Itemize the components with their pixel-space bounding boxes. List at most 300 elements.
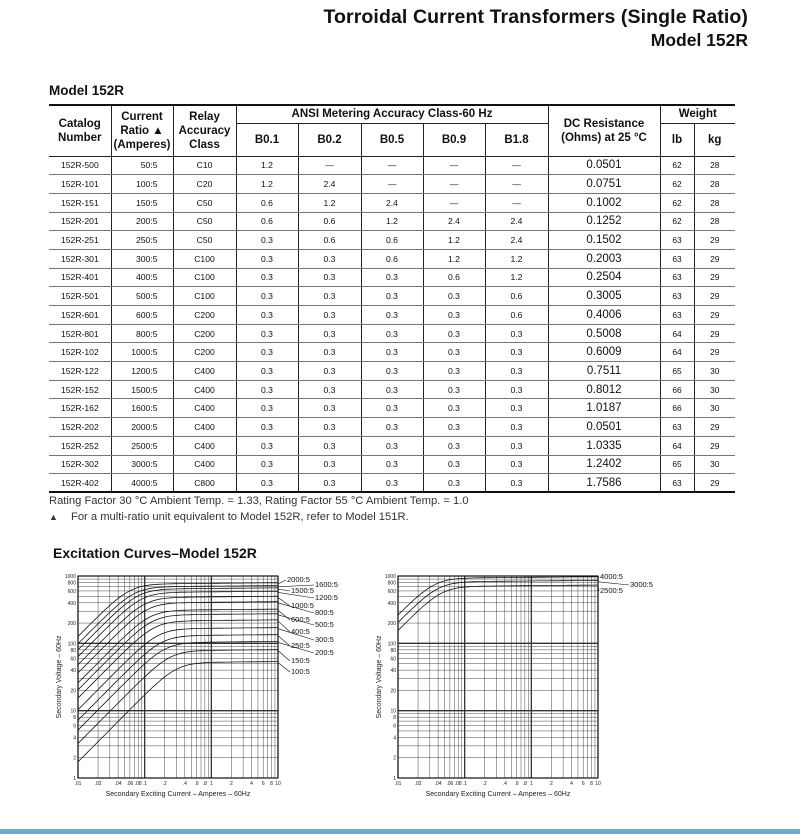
- table-row: [49, 156, 735, 175]
- cell-lb: 64: [660, 324, 694, 343]
- cell-b09: 0.3: [423, 399, 485, 418]
- y-tick-label: 8: [73, 715, 76, 722]
- cell-b18: 1.2: [485, 268, 548, 287]
- cell-dc: 0.0751: [548, 175, 660, 194]
- x-tick-label: .06: [446, 781, 454, 787]
- cell-kg: 28: [694, 156, 735, 175]
- cell-dc: 0.0501: [548, 418, 660, 437]
- cell-relay: C50: [173, 212, 236, 231]
- cell-dc: 0.0501: [548, 156, 660, 175]
- x-tick-label: .8: [202, 781, 207, 787]
- curve-label: 500:5: [315, 620, 334, 629]
- x-tick-label: 4: [570, 781, 573, 787]
- curve-label: 2000:5: [287, 575, 310, 584]
- cell-dc: 1.0335: [548, 436, 660, 455]
- cell-ratio: 200:5: [111, 212, 173, 231]
- cell-ratio: 2000:5: [111, 418, 173, 437]
- cell-kg: 30: [694, 455, 735, 474]
- y-tick-label: 600: [387, 588, 396, 595]
- cell-b05: 0.3: [361, 268, 423, 287]
- cell-b01: 0.3: [236, 306, 298, 325]
- cell-b05: —: [361, 175, 423, 194]
- x-tick-label: 10: [275, 781, 281, 787]
- cell-b09: 1.2: [423, 231, 485, 250]
- header-ratio: [111, 105, 173, 156]
- curve-label: 800:5: [315, 608, 334, 617]
- cell-lb: 62: [660, 175, 694, 194]
- y-tick-label: 2: [73, 755, 76, 762]
- curve-1200-5: [78, 591, 278, 656]
- cell-b09: —: [423, 175, 485, 194]
- curve-200-5: [78, 642, 278, 731]
- header-catalog-line1: Catalog: [58, 117, 101, 130]
- header-ratio-line1: Current: [121, 110, 163, 123]
- x-tick-label: .6: [514, 781, 519, 787]
- cell-catalog: 152R-401: [49, 268, 111, 287]
- cell-relay: C50: [173, 193, 236, 212]
- cell-b09: 2.4: [423, 212, 485, 231]
- cell-b09: 0.3: [423, 436, 485, 455]
- cell-lb: 65: [660, 455, 694, 474]
- cell-ratio: 150:5: [111, 193, 173, 212]
- header-ratio-line3: (Amperes): [113, 138, 171, 151]
- y-tick-label: 1: [73, 776, 76, 782]
- cell-kg: 29: [694, 343, 735, 362]
- cell-ratio: 1600:5: [111, 399, 173, 418]
- cell-b18: 0.3: [485, 436, 548, 455]
- cell-b05: 0.3: [361, 455, 423, 474]
- cell-b05: 0.6: [361, 249, 423, 268]
- curve-2500-5: [398, 585, 598, 630]
- x-tick-label: 2: [230, 781, 233, 787]
- cell-kg: 28: [694, 175, 735, 194]
- cell-ratio: 3000:5: [111, 455, 173, 474]
- header-relay-line2: Accuracy: [178, 124, 231, 137]
- cell-lb: 63: [660, 474, 694, 493]
- header-b05: B0.5: [361, 123, 423, 156]
- y-tick-label: 40: [390, 668, 396, 675]
- cell-dc: 0.2003: [548, 249, 660, 268]
- table-row: [49, 436, 735, 455]
- cell-relay: C400: [173, 418, 236, 437]
- cell-dc: 1.0187: [548, 399, 660, 418]
- cell-catalog: 152R-252: [49, 436, 111, 455]
- x-axis-label: Secondary Exciting Current – Amperes – 60Hz: [105, 791, 251, 798]
- section-label: Model 152R: [49, 83, 125, 98]
- cell-b18: 2.4: [485, 231, 548, 250]
- cell-b01: 0.3: [236, 474, 298, 493]
- title-block: [323, 6, 748, 51]
- x-tick-label: 4: [250, 781, 253, 787]
- cell-dc: 0.1002: [548, 193, 660, 212]
- cell-b18: 0.3: [485, 455, 548, 474]
- cell-catalog: 152R-302: [49, 455, 111, 474]
- cell-b01: 0.3: [236, 418, 298, 437]
- cell-b02: 0.3: [298, 474, 361, 493]
- cell-kg: 29: [694, 306, 735, 325]
- curve-label: 1000:5: [291, 601, 314, 610]
- cell-b18: 1.2: [485, 249, 548, 268]
- cell-relay: C800: [173, 474, 236, 493]
- cell-b02: 0.3: [298, 287, 361, 306]
- y-tick-label: 10: [390, 708, 396, 715]
- cell-kg: 30: [694, 362, 735, 381]
- cell-catalog: 152R-151: [49, 193, 111, 212]
- y-tick-label: 1000: [64, 574, 76, 580]
- cell-ratio: 600:5: [111, 306, 173, 325]
- cell-b02: 1.2: [298, 193, 361, 212]
- y-axis-label: Secondary Voltage – 60Hz: [56, 635, 63, 719]
- cell-kg: 29: [694, 418, 735, 437]
- cell-relay: C400: [173, 380, 236, 399]
- cell-b01: 0.6: [236, 212, 298, 231]
- x-tick-label: .04: [114, 781, 122, 787]
- cell-b18: 0.3: [485, 324, 548, 343]
- cell-kg: 29: [694, 249, 735, 268]
- cell-b18: 0.3: [485, 399, 548, 418]
- header-relay-line1: Relay: [189, 110, 220, 123]
- cell-b02: 2.4: [298, 175, 361, 194]
- cell-b01: 0.3: [236, 268, 298, 287]
- x-tick-label: .2: [482, 781, 487, 787]
- cell-dc: 0.1252: [548, 212, 660, 231]
- cell-kg: 29: [694, 231, 735, 250]
- header-ansi: ANSI Metering Accuracy Class-60 Hz: [236, 105, 548, 123]
- cell-b05: 0.3: [361, 418, 423, 437]
- y-tick-label: 4: [73, 735, 76, 742]
- curve-label: 250:5: [291, 641, 310, 650]
- y-tick-label: 800: [387, 580, 396, 587]
- cell-relay: C400: [173, 436, 236, 455]
- curve-label: 1600:5: [315, 580, 338, 589]
- cell-lb: 62: [660, 212, 694, 231]
- curve-label-leader: [598, 582, 629, 585]
- cell-b02: 0.3: [298, 362, 361, 381]
- curve-label-leader: [278, 662, 290, 672]
- header-relay: [173, 105, 236, 156]
- spec-table-body: [49, 156, 735, 492]
- cell-dc: 1.2402: [548, 455, 660, 474]
- spec-table: [49, 104, 735, 493]
- cell-catalog: 152R-122: [49, 362, 111, 381]
- table-row: [49, 193, 735, 212]
- cell-kg: 29: [694, 324, 735, 343]
- cell-lb: 66: [660, 399, 694, 418]
- cell-b02: 0.3: [298, 418, 361, 437]
- cell-ratio: 250:5: [111, 231, 173, 250]
- y-tick-label: 60: [70, 656, 76, 663]
- cell-dc: 0.3005: [548, 287, 660, 306]
- header-catalog: [49, 105, 111, 156]
- cell-ratio: 50:5: [111, 156, 173, 175]
- x-tick-label: .06: [126, 781, 134, 787]
- cell-kg: 29: [694, 268, 735, 287]
- table-row: [49, 380, 735, 399]
- cell-dc: 0.1502: [548, 231, 660, 250]
- cell-b02: 0.3: [298, 455, 361, 474]
- y-tick-label: 8: [393, 715, 396, 722]
- curve-label-leader: [278, 651, 290, 661]
- cell-dc: 0.4006: [548, 306, 660, 325]
- cell-kg: 30: [694, 380, 735, 399]
- cell-b02: 0.3: [298, 268, 361, 287]
- multi-ratio-note: [49, 511, 409, 523]
- cell-lb: 63: [660, 268, 694, 287]
- cell-b09: 0.3: [423, 324, 485, 343]
- cell-b01: 0.3: [236, 362, 298, 381]
- rating-note: Rating Factor 30 °C Ambient Temp. = 1.33, Rating Factor 55 °C Ambient Temp. = 1.0: [49, 495, 469, 507]
- cell-kg: 30: [694, 399, 735, 418]
- plot-frame: [398, 576, 598, 778]
- cell-catalog: 152R-202: [49, 418, 111, 437]
- cell-b01: 0.3: [236, 436, 298, 455]
- y-tick-label: 60: [390, 656, 396, 663]
- cell-b02: 0.3: [298, 306, 361, 325]
- cell-dc: 0.6009: [548, 343, 660, 362]
- header-b02: B0.2: [298, 123, 361, 156]
- cell-ratio: 300:5: [111, 249, 173, 268]
- header-catalog-line2: Number: [58, 131, 102, 144]
- cell-relay: C200: [173, 306, 236, 325]
- curve-label: 1200:5: [315, 593, 338, 602]
- table-row: [49, 418, 735, 437]
- cell-lb: 62: [660, 156, 694, 175]
- header-relay-line3: Class: [189, 138, 220, 151]
- table-row: [49, 231, 735, 250]
- cell-catalog: 152R-201: [49, 212, 111, 231]
- cell-ratio: 2500:5: [111, 436, 173, 455]
- cell-b05: 0.3: [361, 436, 423, 455]
- cell-b09: —: [423, 156, 485, 175]
- x-tick-label: 8: [270, 781, 273, 787]
- y-tick-label: 400: [387, 600, 396, 607]
- header-lb: lb: [660, 123, 694, 156]
- cell-relay: C20: [173, 175, 236, 194]
- cell-b05: 0.6: [361, 231, 423, 250]
- y-tick-label: 4: [393, 735, 396, 742]
- cell-relay: C400: [173, 399, 236, 418]
- cell-b02: 0.3: [298, 343, 361, 362]
- triangle-marker: ▲: [49, 512, 58, 522]
- cell-catalog: 152R-152: [49, 380, 111, 399]
- table-row: [49, 175, 735, 194]
- curve-label: 200:5: [315, 648, 334, 657]
- cell-lb: 63: [660, 231, 694, 250]
- x-tick-label: 6: [581, 781, 585, 787]
- cell-b02: 0.6: [298, 212, 361, 231]
- header-kg: kg: [694, 123, 735, 156]
- cell-b02: 0.3: [298, 436, 361, 455]
- y-axis-label: Secondary Voltage – 60Hz: [376, 635, 383, 719]
- y-tick-label: 6: [73, 723, 76, 730]
- x-tick-label: .2: [162, 781, 167, 787]
- cell-b01: 0.3: [236, 324, 298, 343]
- x-tick-label: 1: [209, 781, 213, 787]
- table-row: [49, 212, 735, 231]
- cell-lb: 66: [660, 380, 694, 399]
- curve-label: 150:5: [291, 656, 310, 665]
- cell-b01: 0.3: [236, 231, 298, 250]
- cell-ratio: 1000:5: [111, 343, 173, 362]
- cell-b05: 0.3: [361, 287, 423, 306]
- x-tick-label: .04: [434, 781, 442, 787]
- cell-b18: —: [485, 193, 548, 212]
- table-row: [49, 343, 735, 362]
- x-tick-label: 6: [261, 781, 265, 787]
- x-tick-label: .08: [454, 781, 462, 787]
- cell-catalog: 152R-402: [49, 474, 111, 493]
- header-b18: B1.8: [485, 123, 548, 156]
- curve-label: 300:5: [315, 635, 334, 644]
- cell-b09: 0.3: [423, 343, 485, 362]
- x-tick-label: .6: [194, 781, 199, 787]
- cell-b18: 0.3: [485, 474, 548, 493]
- x-tick-label: .02: [94, 781, 102, 787]
- y-tick-label: 100: [387, 641, 396, 648]
- cell-catalog: 152R-500: [49, 156, 111, 175]
- curve-label-leader: [278, 580, 286, 584]
- cell-b05: 0.3: [361, 324, 423, 343]
- curve-label: 1500:5: [291, 586, 314, 595]
- cell-lb: 64: [660, 343, 694, 362]
- cell-b01: 0.3: [236, 249, 298, 268]
- curve-400-5: [78, 620, 278, 698]
- cell-b18: 0.3: [485, 380, 548, 399]
- cell-ratio: 1200:5: [111, 362, 173, 381]
- cell-relay: C400: [173, 455, 236, 474]
- header-weight: Weight: [660, 105, 735, 123]
- curve-3000-5: [398, 580, 598, 622]
- header-dc-line1: DC Resistance: [563, 117, 645, 130]
- y-tick-label: 100: [67, 641, 76, 648]
- cell-lb: 63: [660, 418, 694, 437]
- cell-b09: 0.3: [423, 362, 485, 381]
- table-row: [49, 474, 735, 493]
- table-row: [49, 455, 735, 474]
- cell-b18: 0.3: [485, 343, 548, 362]
- x-tick-label: .4: [502, 781, 507, 787]
- y-tick-label: 20: [70, 688, 76, 695]
- y-tick-label: 40: [70, 668, 76, 675]
- cell-catalog: 152R-501: [49, 287, 111, 306]
- page-title: Torroidal Current Transformers (Single Ratio): [323, 6, 748, 28]
- cell-ratio: 400:5: [111, 268, 173, 287]
- cell-lb: 63: [660, 287, 694, 306]
- excitation-title: Excitation Curves–Model 152R: [53, 545, 257, 561]
- cell-b02: 0.3: [298, 324, 361, 343]
- x-tick-label: 1: [529, 781, 533, 787]
- cell-lb: 63: [660, 306, 694, 325]
- x-tick-label: .1: [142, 781, 147, 787]
- y-tick-label: 2: [393, 755, 396, 762]
- cell-b05: —: [361, 156, 423, 175]
- cell-b18: 0.6: [485, 287, 548, 306]
- table-row: [49, 324, 735, 343]
- cell-b02: 0.6: [298, 231, 361, 250]
- bottom-rule: [0, 829, 800, 834]
- y-tick-label: 600: [67, 588, 76, 595]
- curve-label: 400:5: [291, 627, 310, 636]
- cell-b09: —: [423, 193, 485, 212]
- cell-b01: 0.3: [236, 455, 298, 474]
- cell-relay: C200: [173, 324, 236, 343]
- x-tick-label: .8: [522, 781, 527, 787]
- cell-b05: 0.3: [361, 343, 423, 362]
- cell-b05: 2.4: [361, 193, 423, 212]
- cell-relay: C100: [173, 249, 236, 268]
- cell-dc: 0.7511: [548, 362, 660, 381]
- cell-catalog: 152R-251: [49, 231, 111, 250]
- cell-b18: 0.3: [485, 418, 548, 437]
- cell-catalog: 152R-301: [49, 249, 111, 268]
- x-tick-label: 8: [590, 781, 593, 787]
- curve-label: 600:5: [291, 615, 310, 624]
- cell-b01: 0.3: [236, 287, 298, 306]
- table-row: [49, 399, 735, 418]
- header-dc: [548, 105, 660, 156]
- cell-catalog: 152R-101: [49, 175, 111, 194]
- cell-b01: 1.2: [236, 175, 298, 194]
- cell-b09: 0.6: [423, 268, 485, 287]
- cell-kg: 28: [694, 193, 735, 212]
- table-row: [49, 306, 735, 325]
- excitation-chart-right: [368, 566, 668, 804]
- cell-catalog: 152R-102: [49, 343, 111, 362]
- y-tick-label: 80: [390, 647, 396, 654]
- cell-kg: 29: [694, 287, 735, 306]
- cell-b09: 0.3: [423, 380, 485, 399]
- header-b09: B0.9: [423, 123, 485, 156]
- cell-b02: 0.3: [298, 399, 361, 418]
- cell-relay: C100: [173, 268, 236, 287]
- cell-ratio: 1500:5: [111, 380, 173, 399]
- cell-b18: 0.3: [485, 362, 548, 381]
- cell-relay: C100: [173, 287, 236, 306]
- cell-kg: 29: [694, 436, 735, 455]
- table-row: [49, 249, 735, 268]
- cell-b01: 1.2: [236, 156, 298, 175]
- table-row: [49, 362, 735, 381]
- y-tick-label: 1000: [384, 574, 396, 580]
- cell-b05: 0.3: [361, 306, 423, 325]
- cell-catalog: 152R-601: [49, 306, 111, 325]
- cell-lb: 64: [660, 436, 694, 455]
- x-tick-label: .08: [134, 781, 142, 787]
- cell-ratio: 800:5: [111, 324, 173, 343]
- x-tick-label: .01: [74, 781, 82, 787]
- cell-relay: C10: [173, 156, 236, 175]
- table-row: [49, 268, 735, 287]
- cell-dc: 0.8012: [548, 380, 660, 399]
- cell-ratio: 100:5: [111, 175, 173, 194]
- y-tick-label: 10: [70, 708, 76, 715]
- cell-b09: 0.3: [423, 306, 485, 325]
- cell-b05: 0.3: [361, 362, 423, 381]
- curve-250-5: [78, 635, 278, 721]
- y-tick-label: 20: [390, 688, 396, 695]
- header-b01: B0.1: [236, 123, 298, 156]
- multi-ratio-text: For a multi-ratio unit equivalent to Model 152R, refer to Model 151R.: [71, 511, 409, 523]
- cell-b09: 1.2: [423, 249, 485, 268]
- excitation-chart-left: [48, 566, 348, 804]
- cell-lb: 65: [660, 362, 694, 381]
- cell-lb: 63: [660, 249, 694, 268]
- cell-b18: 0.6: [485, 306, 548, 325]
- cell-b01: 0.3: [236, 380, 298, 399]
- y-tick-label: 200: [387, 621, 396, 628]
- cell-ratio: 4000:5: [111, 474, 173, 493]
- x-tick-label: .1: [462, 781, 467, 787]
